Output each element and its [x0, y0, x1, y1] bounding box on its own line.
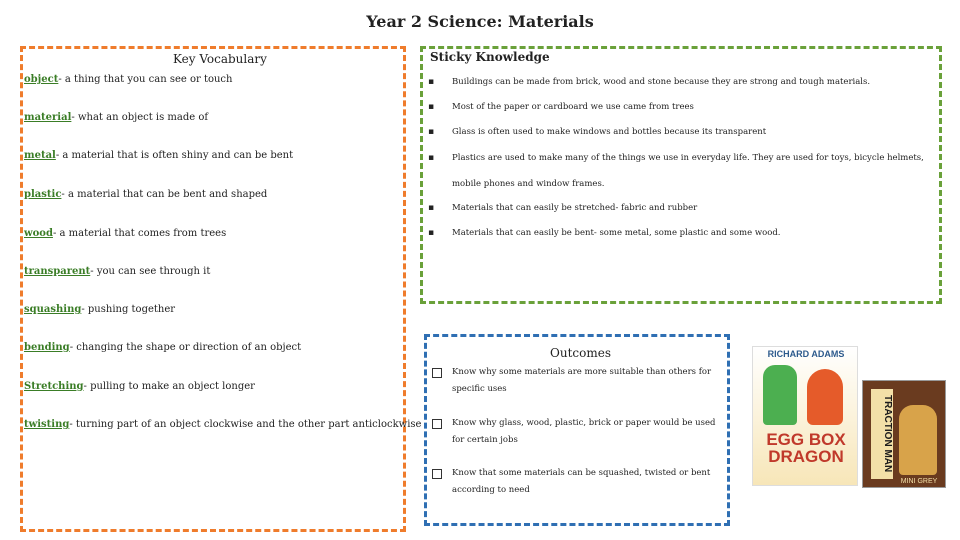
vocab-item — [24, 228, 226, 239]
vocab-definition: - a material that can be bent and shaped — [61, 189, 268, 200]
dragon-illustration — [763, 365, 797, 425]
outcome-text: Know why glass, wood, plastic, brick or paper would be used for certain jobs — [452, 418, 716, 445]
vocab-item — [24, 74, 232, 85]
sticky-item — [428, 69, 938, 95]
vocab-item — [24, 342, 301, 353]
vocab-term: transparent — [24, 266, 91, 277]
vocab-definition: - what an object is made of — [71, 112, 209, 123]
outcome-text: Know that some materials can be squashed, twisted or bent according to need — [452, 468, 711, 495]
vocab-item — [24, 112, 208, 123]
vocab-term: material — [24, 112, 72, 123]
vocab-definition: - pushing together — [81, 304, 176, 315]
sticky-text: Glass is often used to make windows and bottles because its transparent — [452, 127, 767, 137]
book-title: TRACTION MAN — [871, 389, 893, 479]
outcome-item — [432, 364, 722, 400]
sticky-item — [428, 195, 938, 221]
book-title: EGG BOX DRAGON — [766, 430, 846, 466]
sticky-text: Plastics are used to make many of the things we use in everyday life. They are used for toys, bicycle helmets, mobile phones and window frames. — [452, 153, 924, 189]
checkbox-icon — [432, 469, 442, 479]
book-author: RICHARD ADAMS — [767, 349, 845, 359]
bullet-icon: ▪ — [428, 203, 435, 213]
checkbox-icon — [432, 368, 442, 378]
vocab-term: twisting — [24, 419, 70, 430]
vocab-item — [24, 189, 267, 200]
sticky-item — [428, 145, 938, 197]
page-title: Year 2 Science: Materials — [366, 12, 594, 31]
vocab-term: Stretching — [24, 381, 84, 392]
vocab-term: object — [24, 74, 59, 85]
bullet-icon: ▪ — [428, 77, 435, 87]
vocab-item — [24, 150, 293, 161]
sticky-item — [428, 94, 938, 120]
bullet-icon: ▪ — [428, 127, 435, 137]
girl-illustration — [807, 369, 843, 425]
vocab-definition: - turning part of an object clockwise and the other part anticlockwise — [69, 419, 422, 430]
vocab-item — [24, 419, 421, 430]
vocab-term: squashing — [24, 304, 82, 315]
vocab-definition: - you can see through it — [90, 266, 211, 277]
vocab-definition: - changing the shape or direction of an object — [69, 342, 302, 353]
book-author: MINI GREY — [900, 478, 938, 485]
vocab-item — [24, 381, 255, 392]
vocab-item — [24, 304, 175, 315]
hero-illustration — [899, 405, 937, 475]
outcome-item — [432, 415, 722, 451]
book-cover-traction-man — [862, 380, 946, 488]
sticky-knowledge-heading: Sticky Knowledge — [430, 50, 550, 64]
sticky-text: Buildings can be made from brick, wood and stone because they are strong and tough materials. — [452, 77, 871, 87]
vocab-term: metal — [24, 150, 56, 161]
vocab-definition: - pulling to make an object longer — [83, 381, 255, 392]
vocab-term: bending — [24, 342, 70, 353]
vocab-definition: - a thing that you can see or touch — [58, 74, 233, 85]
sticky-text: Materials that can easily be stretched- fabric and rubber — [452, 203, 698, 213]
sticky-item — [428, 119, 938, 145]
outcomes-heading: Outcomes — [550, 346, 611, 360]
sticky-text: Most of the paper or cardboard we use came from trees — [452, 102, 694, 112]
vocabulary-heading: Key Vocabulary — [173, 52, 267, 66]
sticky-text: Materials that can easily be bent- some metal, some plastic and some wood. — [452, 228, 781, 238]
vocab-term: plastic — [24, 189, 62, 200]
vocab-item — [24, 266, 210, 277]
outcome-text: Know why some materials are more suitable than others for specific uses — [452, 367, 712, 394]
sticky-item — [428, 220, 938, 246]
vocab-definition: - a material that comes from trees — [52, 228, 227, 239]
book-cover-egg-box-dragon — [752, 346, 858, 486]
checkbox-icon — [432, 419, 442, 429]
bullet-icon: ▪ — [428, 228, 435, 238]
vocab-term: wood — [24, 228, 53, 239]
vocab-definition: - a material that is often shiny and can be bent — [55, 150, 294, 161]
bullet-icon: ▪ — [428, 102, 435, 112]
bullet-icon: ▪ — [428, 153, 435, 163]
outcome-item — [432, 465, 722, 501]
